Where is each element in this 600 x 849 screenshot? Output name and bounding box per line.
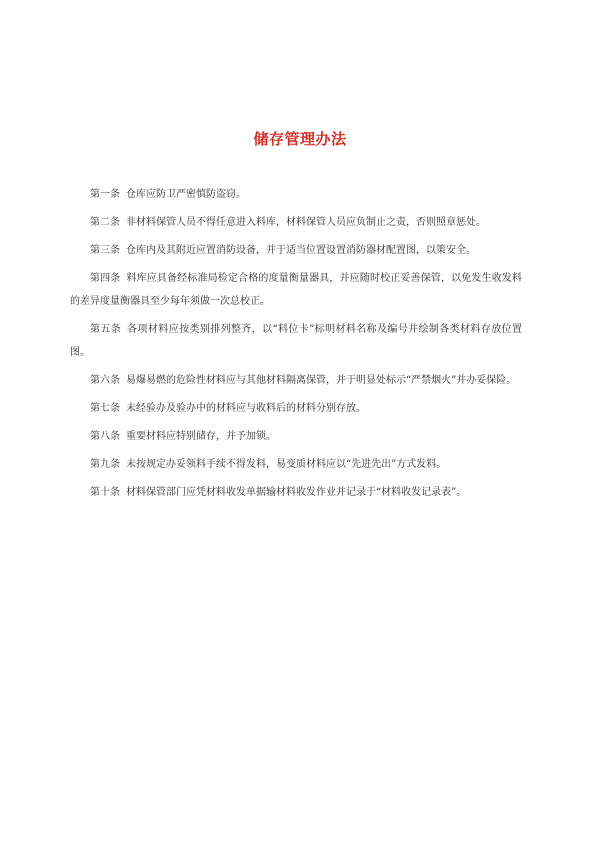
article-number: 第十条	[90, 487, 120, 498]
article-text: 未经验办及验办中的材料应与收料后的材料分别存放。	[126, 403, 366, 414]
article-text: 仓库内及其附近应置消防设备，并于适当位置设置消防器材配置图，以策安全。	[126, 245, 476, 256]
article-item	[70, 397, 522, 420]
article-item	[70, 369, 522, 392]
article-number: 第四条	[90, 273, 121, 284]
article-number: 第八条	[90, 431, 120, 442]
article-list	[70, 183, 522, 509]
article-item	[70, 183, 522, 206]
article-number: 第五条	[90, 324, 122, 335]
article-number: 第九条	[90, 459, 120, 470]
article-text: 各项材料应按类别排列整齐，以“料位卡”标明材料名称及编号并绘制各类材料存放位置图。	[70, 324, 522, 358]
article-text: 易爆易燃的危险性材料应与其他材料隔离保管，并于明显处标示“严禁烟火”并办妥保险。	[126, 375, 517, 386]
article-item	[70, 453, 522, 476]
article-item	[70, 318, 522, 364]
article-number: 第三条	[90, 245, 120, 256]
article-text: 料库应具备经标准局检定合格的度量衡量器具，并应随时校正妥善保管，以免发生收发料的差异度量衡器具至少每年须做一次总校正。	[70, 273, 523, 307]
article-item	[70, 239, 522, 262]
article-text: 仓库应防卫严密慎防盗窃。	[126, 189, 246, 200]
article-text: 未按规定办妥领料手续不得发料，易变质材料应以“先进先出”方式发料。	[126, 459, 447, 470]
article-item	[70, 425, 522, 448]
article-text: 材料保管部门应凭材料收发单据输材料收发作业并记录于“材料收发记录表”。	[126, 487, 467, 498]
article-text: 非材料保管人员不得任意进入料库，材料保管人员应负制止之责，否则照章惩处。	[126, 217, 486, 228]
article-number: 第二条	[90, 217, 120, 228]
article-number: 第一条	[90, 189, 120, 200]
article-number: 第七条	[90, 403, 120, 414]
article-item	[70, 267, 522, 313]
article-text: 重要材料应特别储存，并予加锁。	[126, 431, 276, 442]
article-item	[70, 481, 522, 504]
document-title: 储存管理办法	[253, 130, 347, 148]
article-item	[70, 211, 522, 234]
article-number: 第六条	[90, 375, 120, 386]
